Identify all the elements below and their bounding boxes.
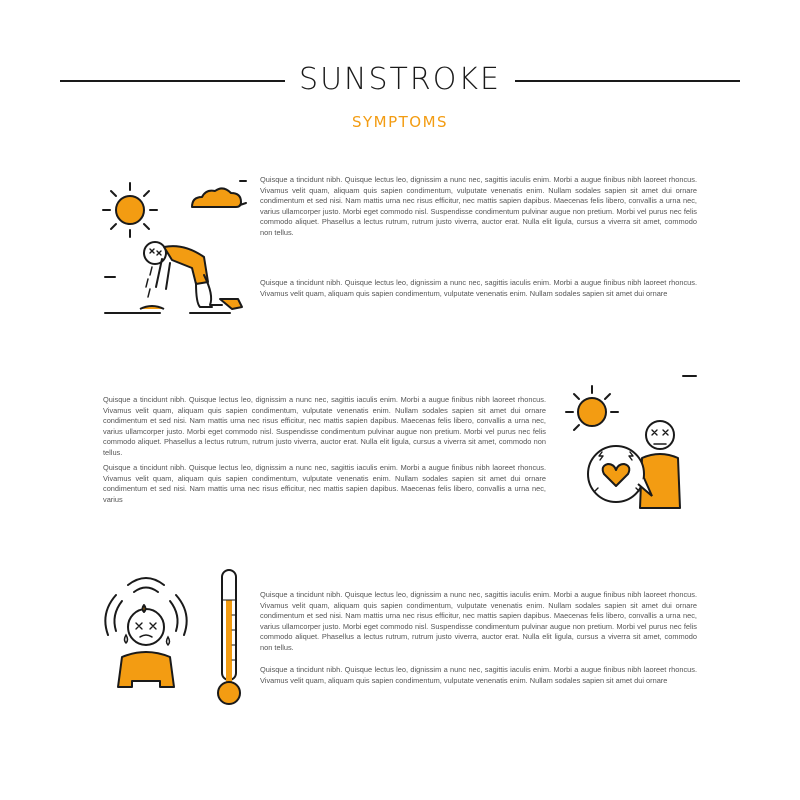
heartbeat-person-illustration xyxy=(548,368,700,518)
section-3-paragraph-2: Quisque a tincidunt nibh. Quisque lectus leo, dignissim a nunc nec, sagittis iaculis enim. Morbi a augue finibus nibh laoreet rhoncus. Vivamus velit quam, aliquam quis sapien condimentum, vulputate venenatis enim. Nullam sodales sapien sit amet dui ornare xyxy=(260,665,697,685)
collapsed-person-illustration xyxy=(100,175,250,325)
section-1-paragraph-1: Quisque a tincidunt nibh. Quisque lectus leo, dignissim a nunc nec, sagittis iaculis enim. Morbi a augue finibus nibh laoreet rhoncus. Vivamus velit quam, aliquam quis sapien condimentum, vulputate venenatis enim. Nullam sodales sapien sit amet dui ornare condimentum et sed nisi. Nam mattis urna nec risus efficitur, nec mattis sapien dapibus. Maecenas felis libero, convallis a urna nec, varius ullamcorper justo. Morbi eget commodo nisl. Suspendisse condimentum pulvinar augue non pretium. Morbi vel purus nec felis commodo aliquet. Phasellus a lectus rutrum, rutrum justo viverra, auctor erat. Nulla elit ligula, cursus a viverra sit amet, commodo non tellus. xyxy=(260,175,697,237)
person-figure xyxy=(118,605,174,687)
thermometer-icon xyxy=(218,570,240,704)
section-1-paragraph-2: Quisque a tincidunt nibh. Quisque lectus leo, dignissim a nunc nec, sagittis iaculis enim. Morbi a augue finibus nibh laoreet rhoncus. Vivamus velit quam, aliquam quis sapien condimentum, vulputate venenatis enim. Nullam sodales sapien sit amet dui ornare xyxy=(260,278,697,298)
sun-icon xyxy=(566,386,618,430)
page-subtitle: SYMPTOMS xyxy=(351,113,449,131)
section-2-paragraph-1: Quisque a tincidunt nibh. Quisque lectus leo, dignissim a nunc nec, sagittis iaculis enim. Morbi a augue finibus nibh laoreet rhoncus. Vivamus velit quam, aliquam quis sapien condimentum, vulputate venenatis enim. Nullam sodales sapien sit amet dui ornare condimentum et sed nisi. Nam mattis urna nec risus efficitur, nec mattis sapien dapibus. Maecenas felis libero, convallis a urna nec, varius ullamcorper justo. Morbi eget commodo nisl. Suspendisse condimentum pulvinar augue non pretium. Morbi vel purus nec felis commodo aliquet. Phasellus a lectus rutrum, rutrum justo viverra, auctor erat. Nulla elit ligula, cursus a viverra sit amet, commodo non tellus. xyxy=(103,395,546,457)
cloud-icon xyxy=(192,181,246,207)
header-rule-right xyxy=(515,80,740,82)
section-3-paragraph-1: Quisque a tincidunt nibh. Quisque lectus leo, dignissim a nunc nec, sagittis iaculis enim. Morbi a augue finibus nibh laoreet rhoncus. Vivamus velit quam, aliquam quis sapien condimentum, vulputate venenatis enim. Nullam sodales sapien sit amet dui ornare condimentum et sed nisi. Nam mattis urna nec risus efficitur, nec mattis sapien dapibus. Maecenas felis libero, convallis a urna nec, varius ullamcorper justo. Morbi eget commodo nisl. Suspendisse condimentum pulvinar augue non pretium. Morbi vel purus nec felis commodo aliquet. Phasellus a lectus rutrum, rutrum justo viverra, auctor erat. Nulla elit ligula, cursus a viverra sit amet, commodo non tellus. xyxy=(260,590,697,652)
sweating-person-illustration xyxy=(100,565,250,715)
person-figure xyxy=(640,421,680,508)
page-title: SUNSTROKE xyxy=(299,62,501,97)
person-figure xyxy=(105,242,242,313)
sun-icon xyxy=(103,183,157,237)
section-2-paragraph-2: Quisque a tincidunt nibh. Quisque lectus leo, dignissim a nunc nec, sagittis iaculis enim. Morbi a augue finibus nibh laoreet rhoncus. Vivamus velit quam, aliquam quis sapien condimentum, vulputate venenatis enim. Nullam sodales sapien sit amet dui ornare condimentum et sed nisi. Nam mattis urna nec risus efficitur, nec mattis sapien dapibus. Maecenas felis libero, convallis a urna nec, varius xyxy=(103,463,546,504)
